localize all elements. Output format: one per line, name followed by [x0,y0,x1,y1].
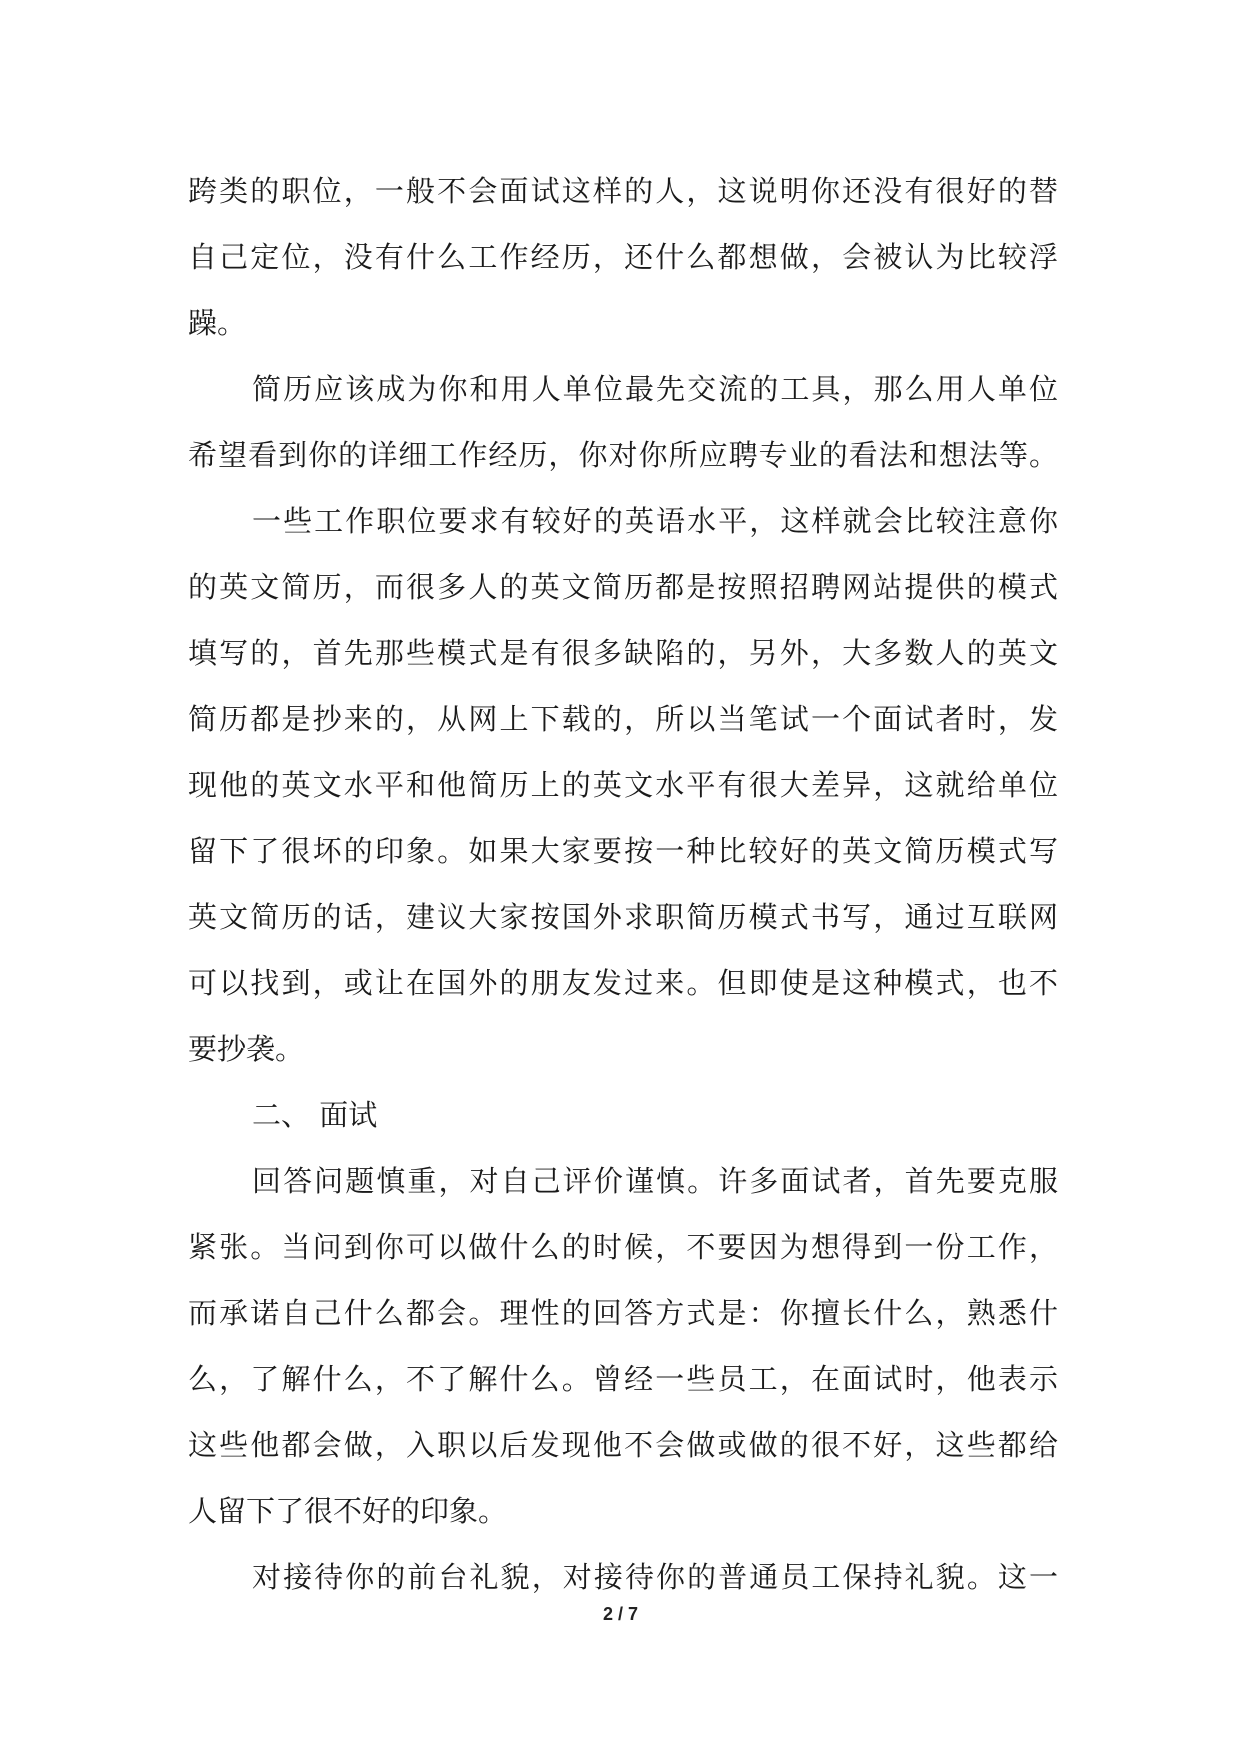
text-line: 希望看到你的详细工作经历，你对你所应聘专业的看法和想法等。 [188,438,1058,472]
document-body [188,158,1058,1610]
text-line: 人留下了很不好的印象。 [188,1494,508,1528]
text-line: 紧张。当问到你可以做什么的时候，不要因为想得到一份工作， [188,1230,1058,1264]
text-line: 英文简历的话，建议大家按国外求职简历模式书写，通过互联网 [188,900,1058,934]
text-line: 回答问题慎重，对自己评价谨慎。许多面试者，首先要克服 [252,1164,1058,1198]
text-line: 而承诺自己什么都会。理性的回答方式是：你擅长什么，熟悉什 [188,1296,1058,1330]
text-line: 简历应该成为你和用人单位最先交流的工具，那么用人单位 [252,372,1058,406]
text-line: 现他的英文水平和他简历上的英文水平有很大差异，这就给单位 [188,768,1058,802]
text-line: 填写的，首先那些模式是有很多缺陷的，另外，大多数人的英文 [188,636,1058,670]
text-line: 二、 面试 [252,1098,378,1132]
text-line: 要抄袭。 [188,1032,305,1066]
text-line: 躁。 [188,306,247,340]
page-number: 2 / 7 [602,1604,639,1624]
text-line: 跨类的职位，一般不会面试这样的人，这说明你还没有很好的替 [188,174,1058,208]
text-line: 自己定位，没有什么工作经历，还什么都想做，会被认为比较浮 [188,240,1058,274]
text-line: 么，了解什么，不了解什么。曾经一些员工，在面试时，他表示 [188,1362,1058,1396]
text-line: 这些他都会做，入职以后发现他不会做或做的很不好，这些都给 [188,1428,1058,1462]
text-line: 的英文简历，而很多人的英文简历都是按照招聘网站提供的模式 [188,570,1058,604]
text-line: 简历都是抄来的，从网上下载的，所以当笔试一个面试者时，发 [188,702,1058,736]
text-line: 对接待你的前台礼貌，对接待你的普通员工保持礼貌。这一 [252,1560,1058,1594]
text-line: 留下了很坏的印象。如果大家要按一种比较好的英文简历模式写 [188,834,1058,868]
text-line: 可以找到，或让在国外的朋友发过来。但即使是这种模式，也不 [188,966,1058,1000]
text-line: 一些工作职位要求有较好的英语水平，这样就会比较注意你 [252,504,1058,538]
